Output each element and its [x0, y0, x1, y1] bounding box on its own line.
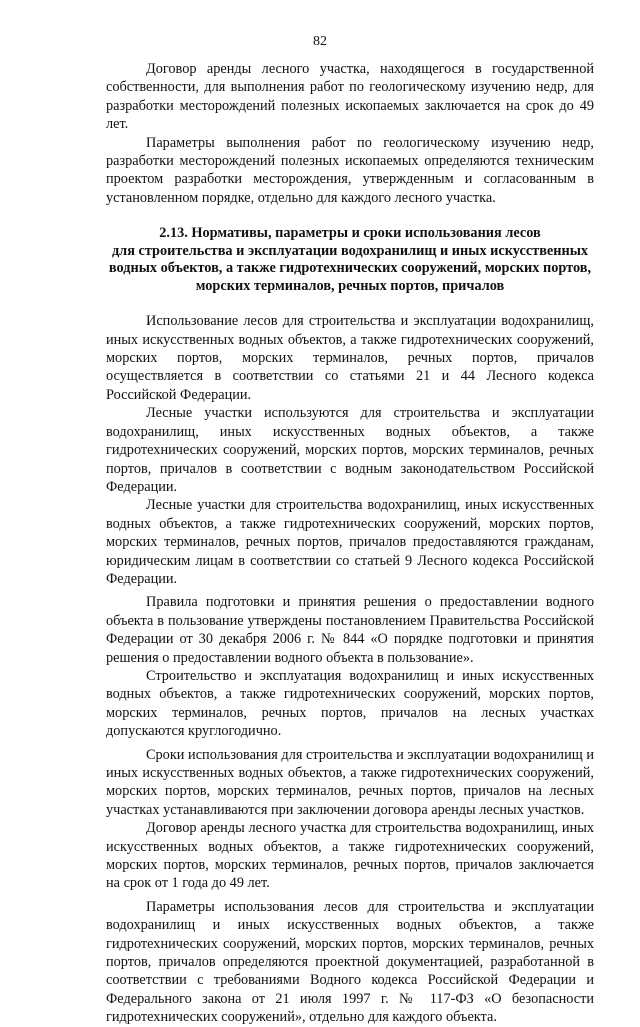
section-heading-line: морских терминалов, речных портов, причалов	[195, 277, 505, 294]
paragraph: Договор аренды лесного участка для строительства водохранилищ, иных искусственных водных объектов, а также гидротехнических сооружений, морских портов, морских терминалов, речных портов, причалов заключается на срок от 1 года до 49 лет.	[106, 820, 594, 892]
section-heading-line: водных объектов, а также гидротехнических сооружений, морских портов,	[108, 260, 592, 277]
page-number: 82	[313, 34, 327, 49]
section-heading-line: 2.13. Нормативы, параметры и сроки использования лесов	[159, 225, 541, 242]
paragraph: Параметры выполнения работ по геологическому изучению недр, разработки месторождений полезных ископаемых определяются техническим проектом разработки месторождения, утвержденным и согласованным в установленном порядке, отдельно для каждого лесного участка.	[106, 134, 594, 206]
paragraph: Использование лесов для строительства и эксплуатации водохранилищ, иных искусственных водных объектов, а также гидротехнических сооружений, морских портов, морских терминалов, речных портов, причалов осуществляется в соответствии со статьями 21 и 44 Лесного кодекса Российской Федерации.	[106, 313, 594, 403]
paragraph: Параметры использования лесов для строительства и эксплуатации водохранилищ и иных искусственных водных объектов, а также гидротехнических сооружений, морских портов, морских терминалов, речных портов, причалов определяются проектной документацией, разработанной в соответствии с требованиями Водного кодекса Российской Федерации и Федерального закона от 21 июля 1997 г. № 117-ФЗ «О безопасности гидротехнических сооружений», отдельно для каждого объекта.	[106, 898, 594, 1026]
section-heading	[106, 225, 594, 295]
paragraph: Лесные участки используются для строительства и эксплуатации водохранилищ, иных искусственных водных объектов, а также гидротехнических сооружений, морских портов, морских терминалов, речных портов, причалов в соответствии с водным законодательством Российской Федерации.	[106, 405, 594, 495]
paragraph: Сроки использования для строительства и эксплуатации водохранилищ и иных искусственных водных объектов, а также гидротехнических сооружений, морских портов, морских терминалов, речных портов, причалов на лесных участках устанавливаются при заключении договора аренды лесных участков.	[106, 746, 594, 818]
paragraph: Лесные участки для строительства водохранилищ, иных искусственных водных объектов, а также гидротехнических сооружений, морских портов, морских терминалов, речных портов, причалов предоставляются гражданам, юридическим лицам в соответствии со статьей 9 Лесного кодекса Российской Федерации.	[106, 497, 594, 587]
paragraph: Правила подготовки и принятия решения о предоставлении водного объекта в пользование утверждены постановлением Правительства Российской Федерации от 30 декабря 2006 г. № 844 «О порядке подготовки и принятия решения о предоставлении водного объекта в пользование».	[106, 594, 594, 666]
paragraph: Договор аренды лесного участка, находящегося в государственной собственности, для выполнения работ по геологическому изучению недр, для разработки месторождений полезных ископаемых заключается на срок до 49 лет.	[106, 61, 594, 133]
section-heading-line: для строительства и эксплуатации водохранилищ и иных искусственных	[111, 242, 589, 259]
document-body	[106, 60, 594, 1027]
paragraph: Строительство и эксплуатация водохранилищ и иных искусственных водных объектов, а также гидротехнических сооружений, морских портов, морских терминалов, речных портов, причалов на лесных участках допускаются круглогодично.	[106, 667, 594, 740]
